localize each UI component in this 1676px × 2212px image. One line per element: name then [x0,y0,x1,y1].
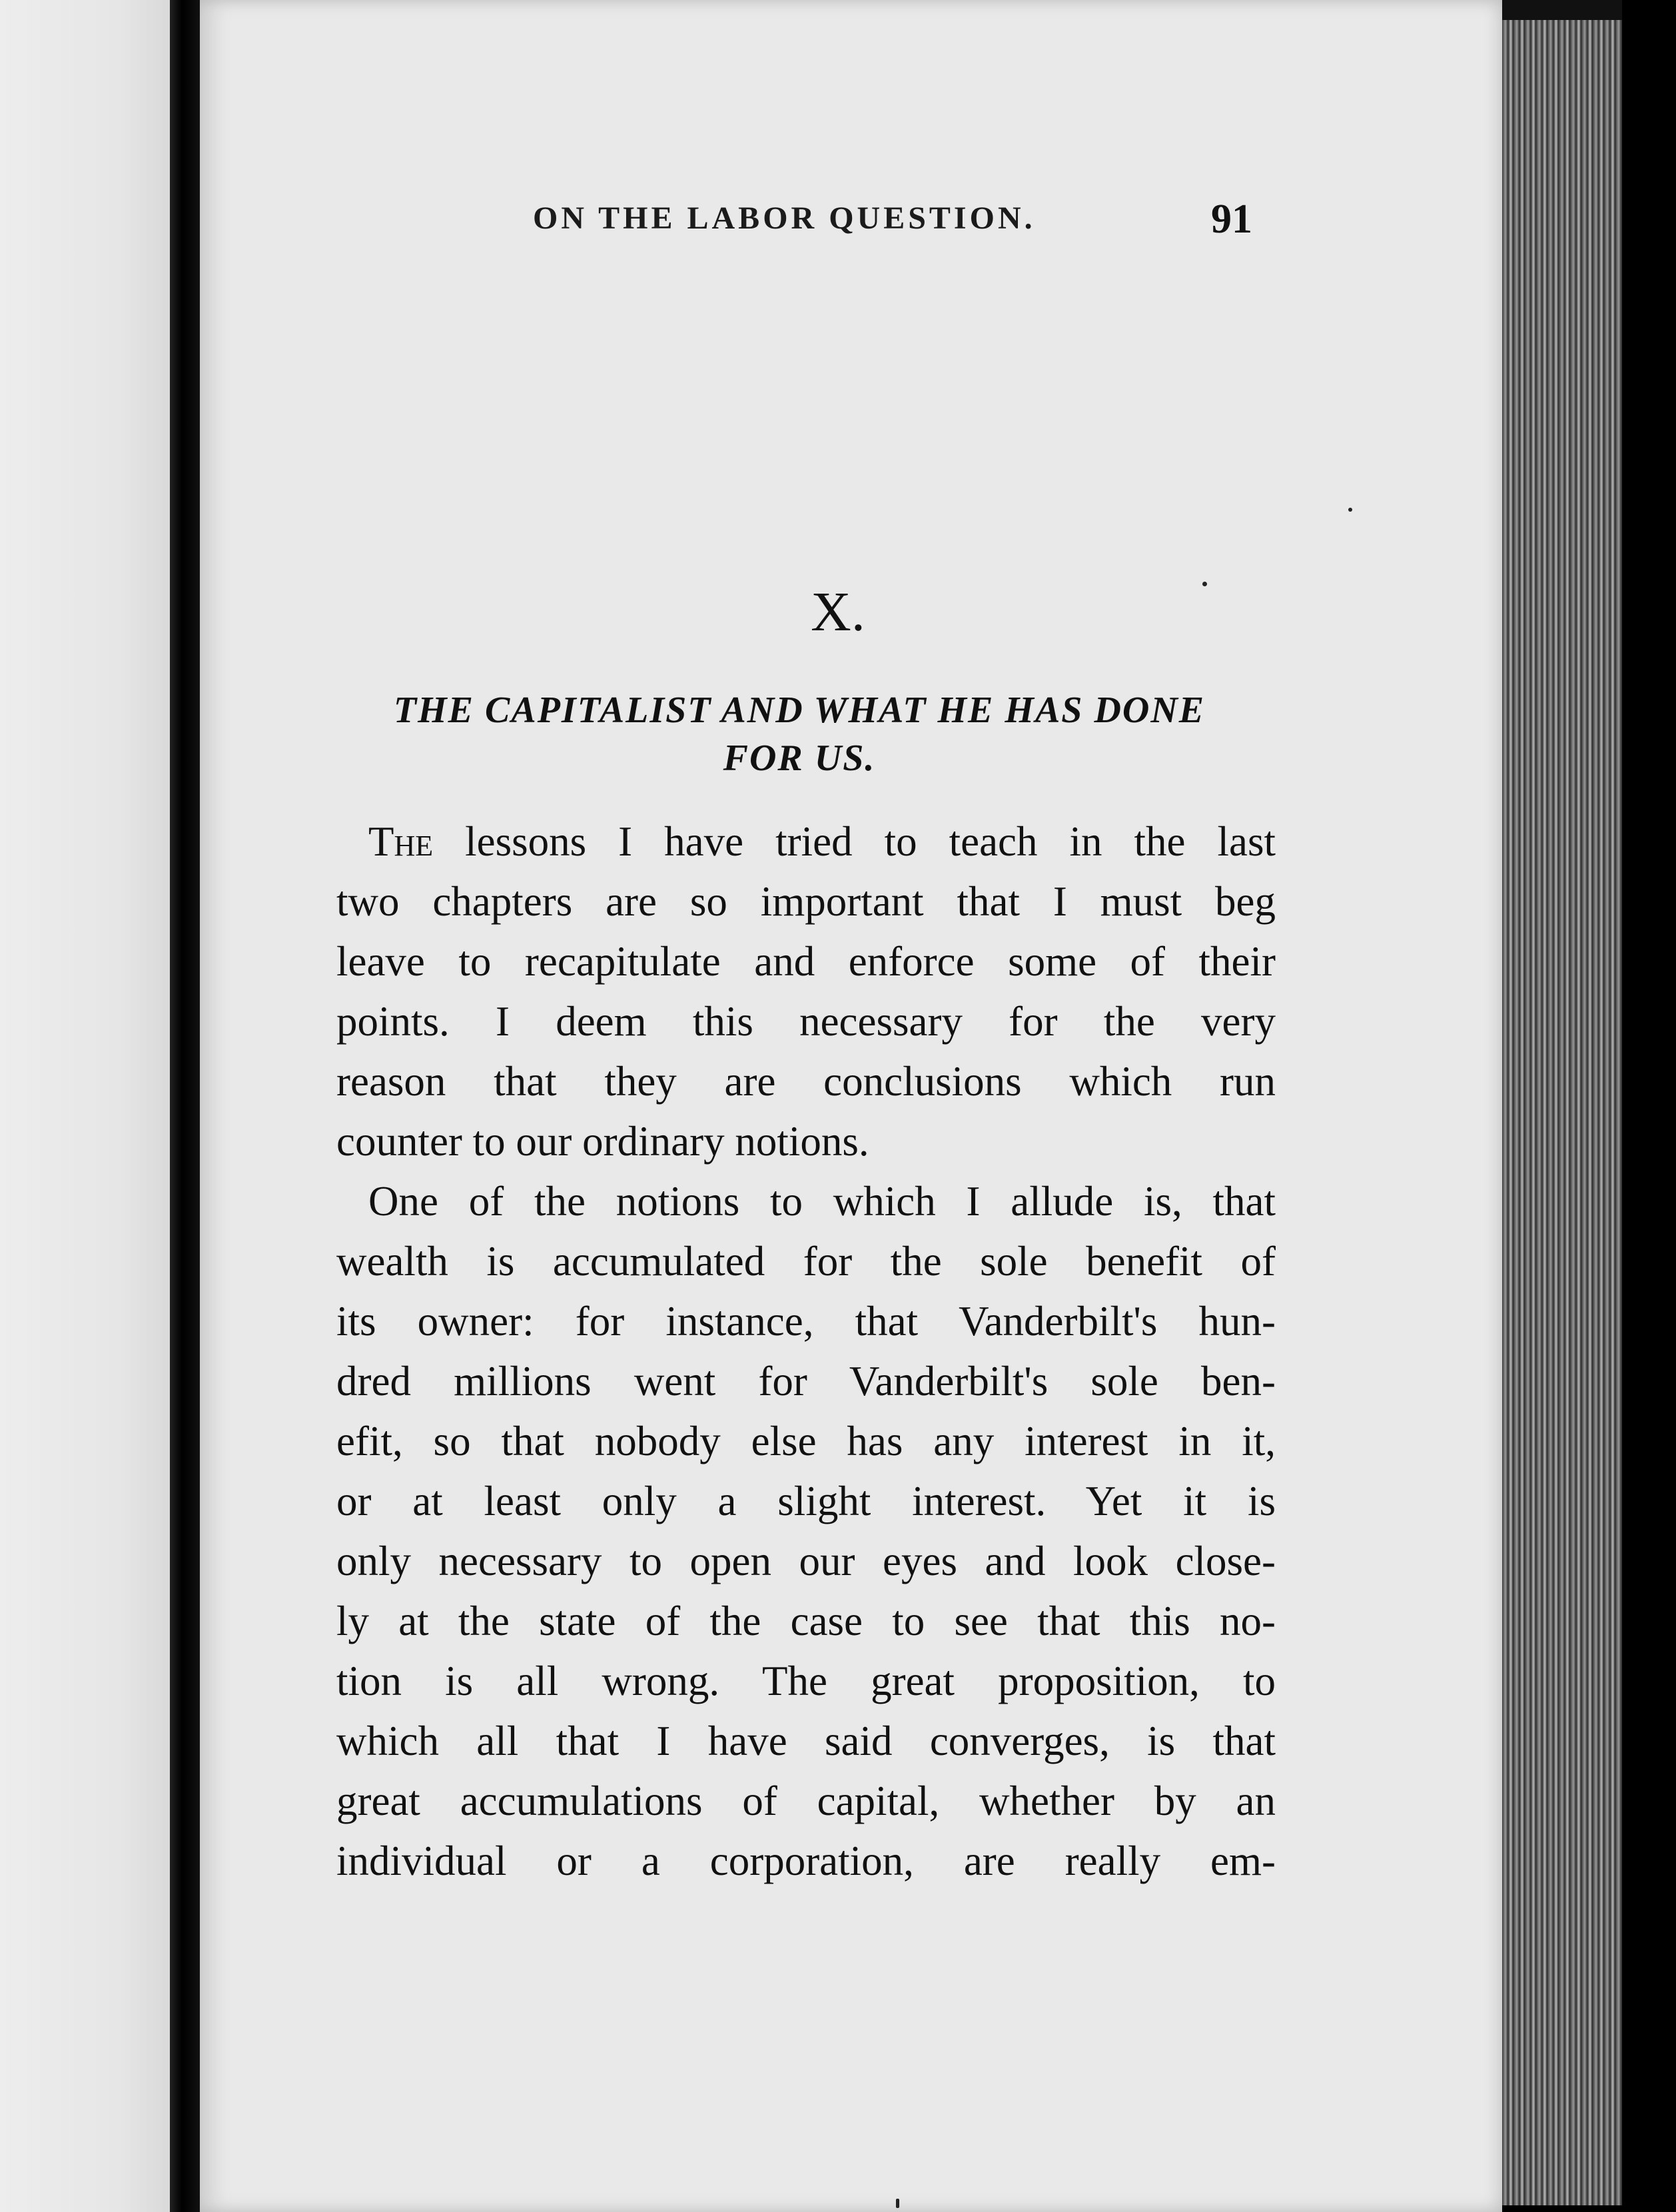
text-line: wealth is accumulated for the sole benefit of [336,1238,1276,1285]
body-text [336,812,1276,1891]
text-line: counter to our ordinary notions. [336,1118,869,1165]
text-line: its owner: for instance, that Vanderbilt's hun- [336,1298,1276,1345]
scan-speck [1348,508,1352,512]
page-stack-edges [1502,20,1622,2205]
scan-speck [896,2199,899,2208]
text-line: which all that I have said converges, is that [336,1718,1276,1764]
text-line: One of the notions to which I allude is, that [368,1178,1276,1225]
scan-speck [1202,582,1207,586]
running-head-title: ON THE LABOR QUESTION. [533,201,1036,236]
text-line: individual or a corporation, are really em- [336,1838,1276,1884]
text-line: ly at the state of the case to see that this no- [336,1598,1276,1644]
facing-page-edge [0,0,170,2212]
running-head [533,197,1252,253]
text-line: or at least only a slight interest. Yet it is [336,1478,1276,1524]
book-gutter [170,0,200,2212]
text-line [336,812,1276,871]
chapter-title [333,686,1266,782]
text-line: tion is all wrong. The great proposition, to [336,1658,1276,1704]
text-line: two chapters are so important that I must beg [336,878,1276,925]
text-line: great accumulations of capital, whether by an [336,1778,1276,1824]
text-line: dred millions went for Vanderbilt's sole ben- [336,1358,1276,1404]
text-line: reason that they are conclusions which run [336,1058,1276,1105]
scan-background [1622,0,1676,2212]
chapter-number: X. [811,581,865,643]
chapter-title-line: THE CAPITALIST AND WHAT HE HAS DONE [393,690,1206,731]
text-line: points. I deem this necessary for the very [336,998,1276,1045]
text-line: only necessary to open our eyes and look close- [336,1538,1276,1584]
first-word: The [368,818,434,865]
page-number: 91 [1211,197,1252,242]
text-line: efit, so that nobody else has any interest in it, [336,1418,1276,1464]
text-line: leave to recapitulate and enforce some of their [336,938,1276,985]
text-line-content: lessons I have tried to teach in the last [465,818,1276,865]
chapter-title-line: FOR US. [723,738,876,779]
